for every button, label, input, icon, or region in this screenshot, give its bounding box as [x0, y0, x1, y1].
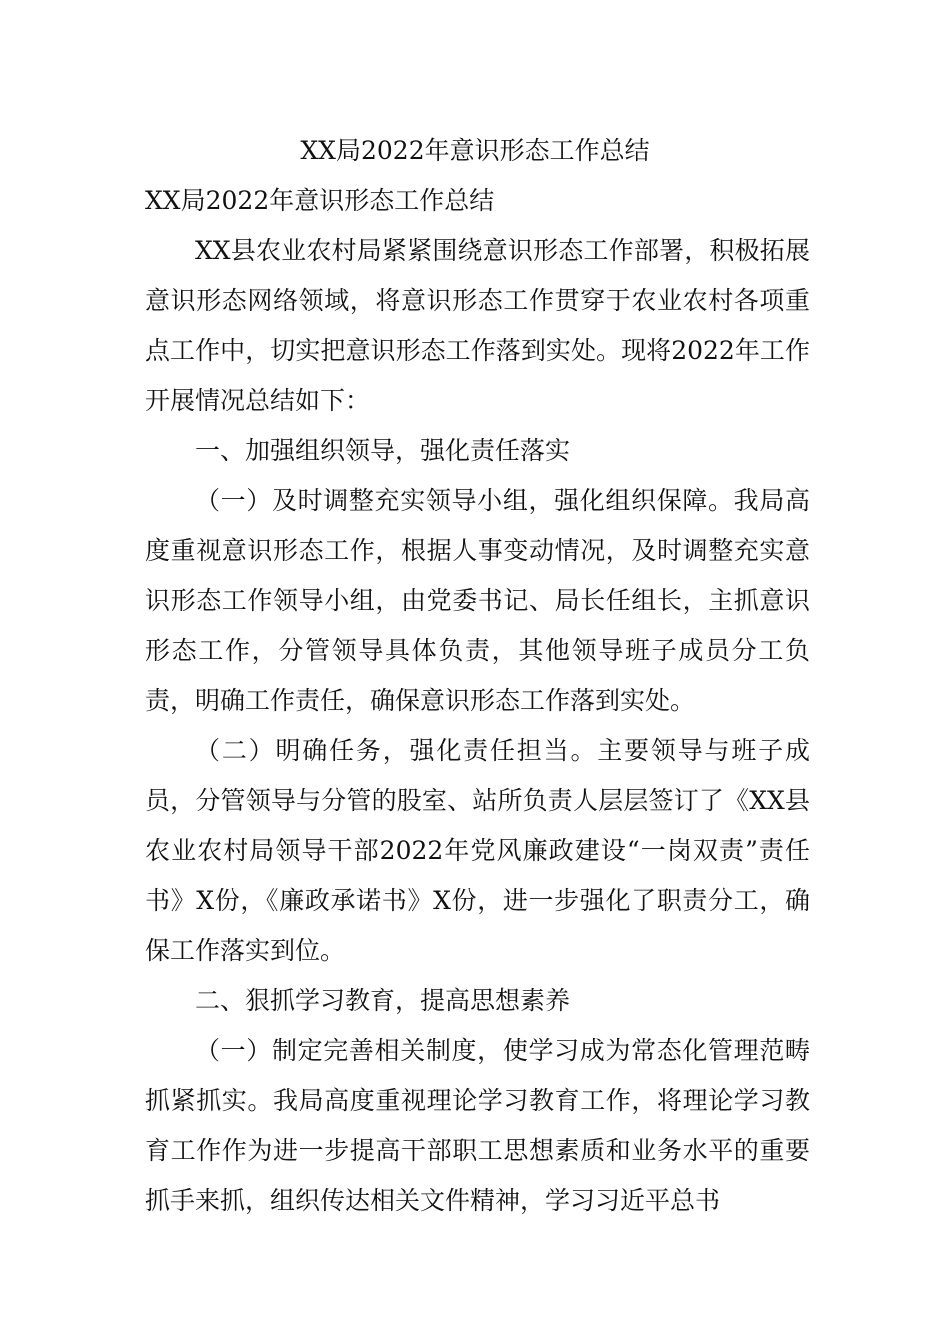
document-subtitle: XX局2022年意识形态工作总结 [145, 186, 495, 215]
document-body [145, 226, 810, 1226]
body-paragraph: （一）及时调整充实领导小组，强化组织保障。我局高度重视意识形态工作，根据人事变动情况，及时调整充实意识形态工作领导小组，由党委书记、局长任组长，主抓意识形态工作，分管领导具体负责，其他领导班子成员分工负责，明确工作责任，确保意识形态工作落到实处。 [145, 486, 810, 715]
body-paragraph: （二）明确任务，强化责任担当。主要领导与班子成员，分管领导与分管的股室、站所负责人层层签订了《XX县农业农村局领导干部2022年党风廉政建设“一岗双责”责任书》X份，《廉政承诺书》X份，进一步强化了职责分工，确保工作落实到位。 [145, 736, 810, 965]
document-title: XX局2022年意识形态工作总结 [300, 136, 650, 165]
intro-paragraph: XX县农业农村局紧紧围绕意识形态工作部署，积极拓展意识形态网络领域，将意识形态工作贯穿于农业农村各项重点工作中，切实把意识形态工作落到实处。现将2022年工作开展情况总结如下： [145, 236, 810, 415]
section-heading-2: 二、狠抓学习教育，提高思想素养 [195, 986, 571, 1015]
section-heading-1: 一、加强组织领导，强化责任落实 [195, 436, 571, 465]
body-paragraph: （一）制定完善相关制度，使学习成为常态化管理范畴抓紧抓实。我局高度重视理论学习教育工作，将理论学习教育工作作为进一步提高干部职工思想素质和业务水平的重要抓手来抓，组织传达相关文件精神，学习习近平总书 [145, 1036, 810, 1215]
